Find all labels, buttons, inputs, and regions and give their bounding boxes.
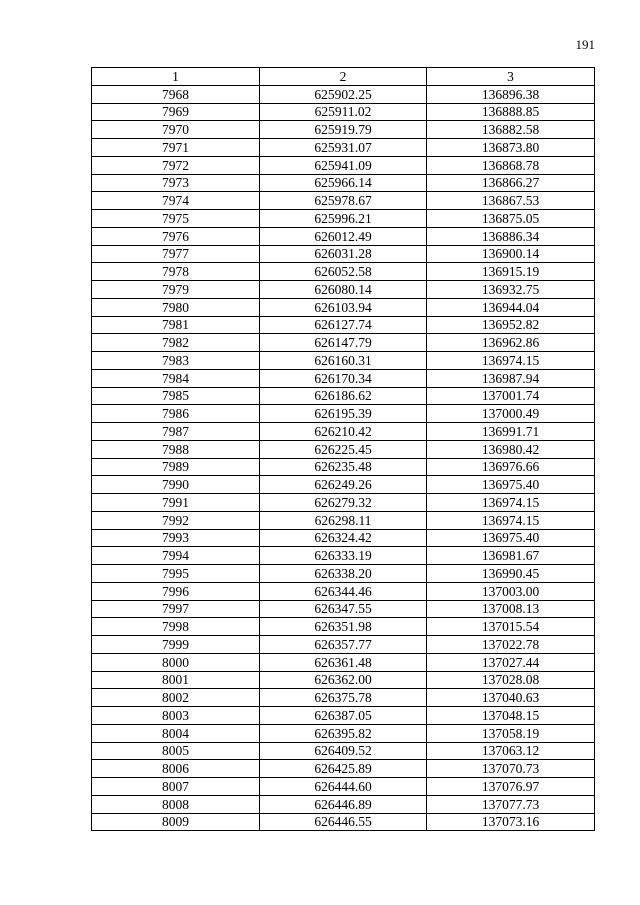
table-cell-col-2: 626446.55: [260, 813, 427, 831]
table-cell-col-1: 7992: [92, 511, 260, 529]
table-cell-col-2: 626298.11: [260, 511, 427, 529]
table-cell-col-3: 136952.82: [427, 316, 595, 334]
table-cell-col-1: 7986: [92, 405, 260, 423]
table-cell-col-2: 626170.34: [260, 369, 427, 387]
table-row: [92, 352, 595, 370]
table-cell-col-3: 137003.00: [427, 582, 595, 600]
table-row: [92, 139, 595, 157]
table-row: [92, 600, 595, 618]
table-cell-col-2: 626012.49: [260, 227, 427, 245]
table-cell-col-1: 7997: [92, 600, 260, 618]
column-header-3: 3: [427, 68, 595, 86]
table-cell-col-2: 626160.31: [260, 352, 427, 370]
table-cell-col-3: 137000.49: [427, 405, 595, 423]
table-row: [92, 760, 595, 778]
table-cell-col-3: 136962.86: [427, 334, 595, 352]
table-cell-col-1: 7974: [92, 192, 260, 210]
table-row: [92, 369, 595, 387]
table-cell-col-1: 7968: [92, 85, 260, 103]
table-cell-col-1: 7982: [92, 334, 260, 352]
table-row: [92, 476, 595, 494]
table-row: [92, 724, 595, 742]
table-row: [92, 671, 595, 689]
table-cell-col-3: 136866.27: [427, 174, 595, 192]
table-cell-col-3: 137022.78: [427, 636, 595, 654]
table-cell-col-2: 625919.79: [260, 121, 427, 139]
table-cell-col-1: 7978: [92, 263, 260, 281]
table-cell-col-2: 626210.42: [260, 423, 427, 441]
table-cell-col-1: 7998: [92, 618, 260, 636]
table-cell-col-1: 8001: [92, 671, 260, 689]
table-cell-col-3: 136875.05: [427, 210, 595, 228]
table-cell-col-2: 626186.62: [260, 387, 427, 405]
table-cell-col-1: 7975: [92, 210, 260, 228]
table-cell-col-2: 625902.25: [260, 85, 427, 103]
table-row: [92, 227, 595, 245]
table-cell-col-1: 8008: [92, 795, 260, 813]
table-cell-col-2: 626080.14: [260, 281, 427, 299]
table-cell-col-2: 626444.60: [260, 778, 427, 796]
table-cell-col-3: 136991.71: [427, 423, 595, 441]
table-cell-col-1: 7977: [92, 245, 260, 263]
table-cell-col-1: 7989: [92, 458, 260, 476]
table-cell-col-2: 625966.14: [260, 174, 427, 192]
table-cell-col-1: 7991: [92, 494, 260, 512]
table-cell-col-3: 136944.04: [427, 298, 595, 316]
table-cell-col-3: 136974.15: [427, 352, 595, 370]
table-cell-col-1: 7973: [92, 174, 260, 192]
table-cell-col-2: 626347.55: [260, 600, 427, 618]
table-cell-col-1: 7979: [92, 281, 260, 299]
table-cell-col-3: 137073.16: [427, 813, 595, 831]
table-cell-col-2: 626147.79: [260, 334, 427, 352]
table-cell-col-2: 625996.21: [260, 210, 427, 228]
column-header-2: 2: [260, 68, 427, 86]
table-cell-col-2: 625911.02: [260, 103, 427, 121]
table-cell-col-1: 7996: [92, 582, 260, 600]
table-cell-col-2: 626279.32: [260, 494, 427, 512]
table-cell-col-1: 7972: [92, 156, 260, 174]
table-cell-col-3: 136868.78: [427, 156, 595, 174]
column-header-1: 1: [92, 68, 260, 86]
table-cell-col-1: 8006: [92, 760, 260, 778]
table-row: [92, 795, 595, 813]
table-cell-col-3: 137063.12: [427, 742, 595, 760]
table-cell-col-1: 7981: [92, 316, 260, 334]
table-cell-col-2: 626195.39: [260, 405, 427, 423]
table-row: [92, 565, 595, 583]
table-cell-col-1: 7995: [92, 565, 260, 583]
table-cell-col-2: 626103.94: [260, 298, 427, 316]
table-cell-col-2: 625931.07: [260, 139, 427, 157]
table-cell-col-1: 7987: [92, 423, 260, 441]
table-cell-col-3: 137001.74: [427, 387, 595, 405]
table-header-row: [92, 68, 595, 86]
table-cell-col-3: 136867.53: [427, 192, 595, 210]
table-cell-col-2: 625941.09: [260, 156, 427, 174]
table-cell-col-2: 626361.48: [260, 653, 427, 671]
coordinates-table: [91, 67, 595, 831]
table-row: [92, 245, 595, 263]
table-cell-col-2: 626357.77: [260, 636, 427, 654]
table-cell-col-3: 136900.14: [427, 245, 595, 263]
table-cell-col-2: 626351.98: [260, 618, 427, 636]
table-body: [92, 85, 595, 831]
table-row: [92, 636, 595, 654]
table-row: [92, 742, 595, 760]
table-cell-col-3: 137070.73: [427, 760, 595, 778]
table-cell-col-3: 136873.80: [427, 139, 595, 157]
table-cell-col-3: 136981.67: [427, 547, 595, 565]
table-cell-col-3: 136915.19: [427, 263, 595, 281]
table-cell-col-2: 626446.89: [260, 795, 427, 813]
table-row: [92, 547, 595, 565]
table-row: [92, 511, 595, 529]
table-cell-col-3: 136990.45: [427, 565, 595, 583]
table-cell-col-2: 626235.48: [260, 458, 427, 476]
table-row: [92, 582, 595, 600]
table-row: [92, 707, 595, 725]
table-cell-col-1: 8003: [92, 707, 260, 725]
table-cell-col-2: 626127.74: [260, 316, 427, 334]
table-cell-col-2: 626362.00: [260, 671, 427, 689]
table-cell-col-1: 8002: [92, 689, 260, 707]
table-cell-col-1: 7990: [92, 476, 260, 494]
table-cell-col-1: 7993: [92, 529, 260, 547]
table-cell-col-1: 8000: [92, 653, 260, 671]
table-row: [92, 423, 595, 441]
table-cell-col-3: 136974.15: [427, 494, 595, 512]
table-cell-col-2: 626425.89: [260, 760, 427, 778]
page-number: 191: [575, 37, 595, 52]
table-row: [92, 192, 595, 210]
table-cell-col-2: 626387.05: [260, 707, 427, 725]
table-cell-col-1: 7969: [92, 103, 260, 121]
table-cell-col-3: 137058.19: [427, 724, 595, 742]
table-row: [92, 440, 595, 458]
table-cell-col-2: 626375.78: [260, 689, 427, 707]
table-cell-col-3: 136980.42: [427, 440, 595, 458]
table-cell-col-1: 7970: [92, 121, 260, 139]
table-row: [92, 813, 595, 831]
table-cell-col-1: 8004: [92, 724, 260, 742]
table-row: [92, 653, 595, 671]
table-cell-col-1: 7985: [92, 387, 260, 405]
table-row: [92, 121, 595, 139]
table-cell-col-3: 137015.54: [427, 618, 595, 636]
table-cell-col-1: 8007: [92, 778, 260, 796]
table-cell-col-1: 7980: [92, 298, 260, 316]
table-row: [92, 458, 595, 476]
table-cell-col-1: 7994: [92, 547, 260, 565]
table-cell-col-3: 136932.75: [427, 281, 595, 299]
table-cell-col-3: 136976.66: [427, 458, 595, 476]
table-cell-col-3: 136975.40: [427, 529, 595, 547]
table-cell-col-3: 137077.73: [427, 795, 595, 813]
table-cell-col-2: 626249.26: [260, 476, 427, 494]
table-cell-col-3: 136975.40: [427, 476, 595, 494]
table-cell-col-3: 137027.44: [427, 653, 595, 671]
table-row: [92, 494, 595, 512]
table-cell-col-3: 137040.63: [427, 689, 595, 707]
table-cell-col-3: 136886.34: [427, 227, 595, 245]
table-row: [92, 529, 595, 547]
table-cell-col-3: 136974.15: [427, 511, 595, 529]
table-cell-col-1: 8005: [92, 742, 260, 760]
table-cell-col-2: 626338.20: [260, 565, 427, 583]
table-row: [92, 174, 595, 192]
table-cell-col-2: 626031.28: [260, 245, 427, 263]
table-cell-col-3: 137076.97: [427, 778, 595, 796]
table-row: [92, 298, 595, 316]
table-cell-col-2: 626324.42: [260, 529, 427, 547]
table-row: [92, 210, 595, 228]
table-cell-col-1: 7984: [92, 369, 260, 387]
table-cell-col-3: 136896.38: [427, 85, 595, 103]
table-cell-col-1: 8009: [92, 813, 260, 831]
table-row: [92, 405, 595, 423]
table-cell-col-2: 626333.19: [260, 547, 427, 565]
table-row: [92, 156, 595, 174]
table-cell-col-3: 137028.08: [427, 671, 595, 689]
table-row: [92, 334, 595, 352]
table-cell-col-2: 626344.46: [260, 582, 427, 600]
table-cell-col-2: 626409.52: [260, 742, 427, 760]
table-cell-col-2: 626225.45: [260, 440, 427, 458]
table-row: [92, 618, 595, 636]
table-row: [92, 103, 595, 121]
table-cell-col-3: 136888.85: [427, 103, 595, 121]
table-cell-col-3: 137008.13: [427, 600, 595, 618]
table-cell-col-2: 625978.67: [260, 192, 427, 210]
table-row: [92, 387, 595, 405]
table-cell-col-3: 137048.15: [427, 707, 595, 725]
table-row: [92, 689, 595, 707]
table-cell-col-2: 626052.58: [260, 263, 427, 281]
table-cell-col-1: 7999: [92, 636, 260, 654]
table-cell-col-1: 7988: [92, 440, 260, 458]
table-cell-col-1: 7976: [92, 227, 260, 245]
table-cell-col-2: 626395.82: [260, 724, 427, 742]
table-cell-col-3: 136882.58: [427, 121, 595, 139]
table-row: [92, 263, 595, 281]
table-cell-col-1: 7971: [92, 139, 260, 157]
table-cell-col-3: 136987.94: [427, 369, 595, 387]
table-cell-col-1: 7983: [92, 352, 260, 370]
table-row: [92, 85, 595, 103]
table-row: [92, 281, 595, 299]
table-row: [92, 316, 595, 334]
table-row: [92, 778, 595, 796]
